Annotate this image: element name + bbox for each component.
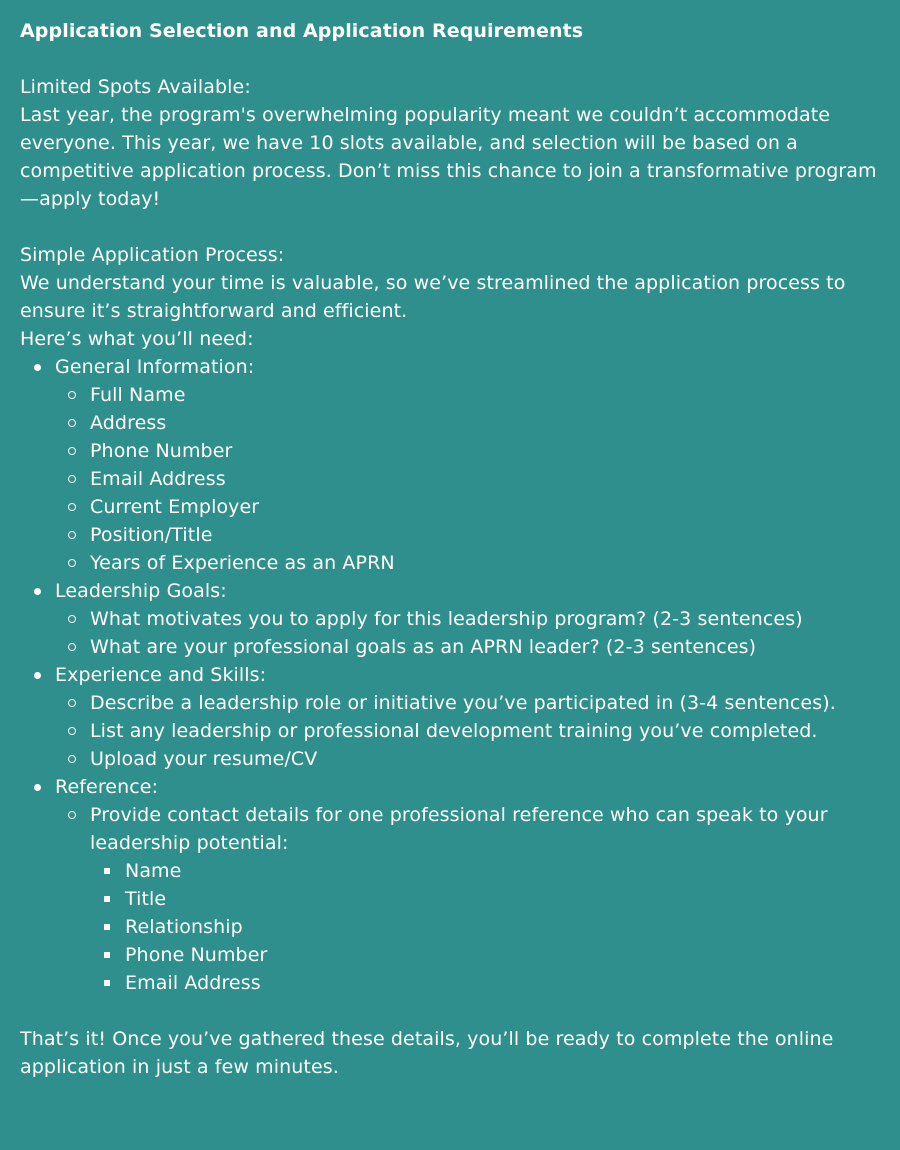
closing-paragraph: That’s it! Once you’ve gathered these details, you’ll be ready to complete the online application in just a few minutes. xyxy=(20,1028,834,1078)
list-item: Position/Title xyxy=(55,521,880,549)
requirement-label: Leadership Goals: xyxy=(55,580,227,602)
list-item: Phone Number xyxy=(90,941,880,969)
list-item: Full Name xyxy=(55,381,880,409)
list-item: List any leadership or professional development training you’ve completed. xyxy=(55,717,880,745)
process-heading: Simple Application Process: xyxy=(20,244,285,266)
requirement-leadership-goals xyxy=(20,577,880,661)
requirement-items xyxy=(55,801,880,997)
list-item: Relationship xyxy=(90,913,880,941)
page-title: Application Selection and Application Requirements xyxy=(20,20,584,42)
list-item: Email Address xyxy=(55,465,880,493)
list-item-text: Provide contact details for one professional reference who can speak to your leadership potential: xyxy=(90,804,828,854)
list-item: Phone Number xyxy=(55,437,880,465)
requirement-experience-skills xyxy=(20,661,880,773)
list-item: Email Address xyxy=(90,969,880,997)
list-item: Name xyxy=(90,857,880,885)
list-item: Title xyxy=(90,885,880,913)
requirement-general xyxy=(20,353,880,577)
list-item xyxy=(55,801,880,997)
list-item: Years of Experience as an APRN xyxy=(55,549,880,577)
requirement-reference xyxy=(20,773,880,997)
requirement-items xyxy=(55,605,880,661)
requirement-label: Reference: xyxy=(55,776,159,798)
list-item: What are your professional goals as an APRN leader? (2-3 sentences) xyxy=(55,633,880,661)
list-item: What motivates you to apply for this leadership program? (2-3 sentences) xyxy=(55,605,880,633)
list-item: Address xyxy=(55,409,880,437)
requirement-items xyxy=(55,689,880,773)
spacer xyxy=(20,997,880,1025)
process-body: We understand your time is valuable, so we’ve streamlined the application process to ensure it’s straightforward and efficient. xyxy=(20,272,846,322)
process-intro: Here’s what you’ll need: xyxy=(20,328,254,350)
limited-spots-heading: Limited Spots Available: xyxy=(20,76,251,98)
requirement-label: General Information: xyxy=(55,356,255,378)
list-item: Current Employer xyxy=(55,493,880,521)
list-item: Upload your resume/CV xyxy=(55,745,880,773)
requirements-list xyxy=(20,353,880,997)
requirement-items xyxy=(55,381,880,577)
list-item: Describe a leadership role or initiative you’ve participated in (3-4 sentences). xyxy=(55,689,880,717)
spacer xyxy=(20,45,880,73)
requirement-label: Experience and Skills: xyxy=(55,664,267,686)
reference-subitems xyxy=(90,857,880,997)
limited-spots-body: Last year, the program's overwhelming popularity meant we couldn’t accommodate everyone. This year, we have 10 slots available, and selection will be based on a competitive application process. Don’t miss this chance to join a transformative program—apply today! xyxy=(20,104,877,210)
spacer xyxy=(20,213,880,241)
